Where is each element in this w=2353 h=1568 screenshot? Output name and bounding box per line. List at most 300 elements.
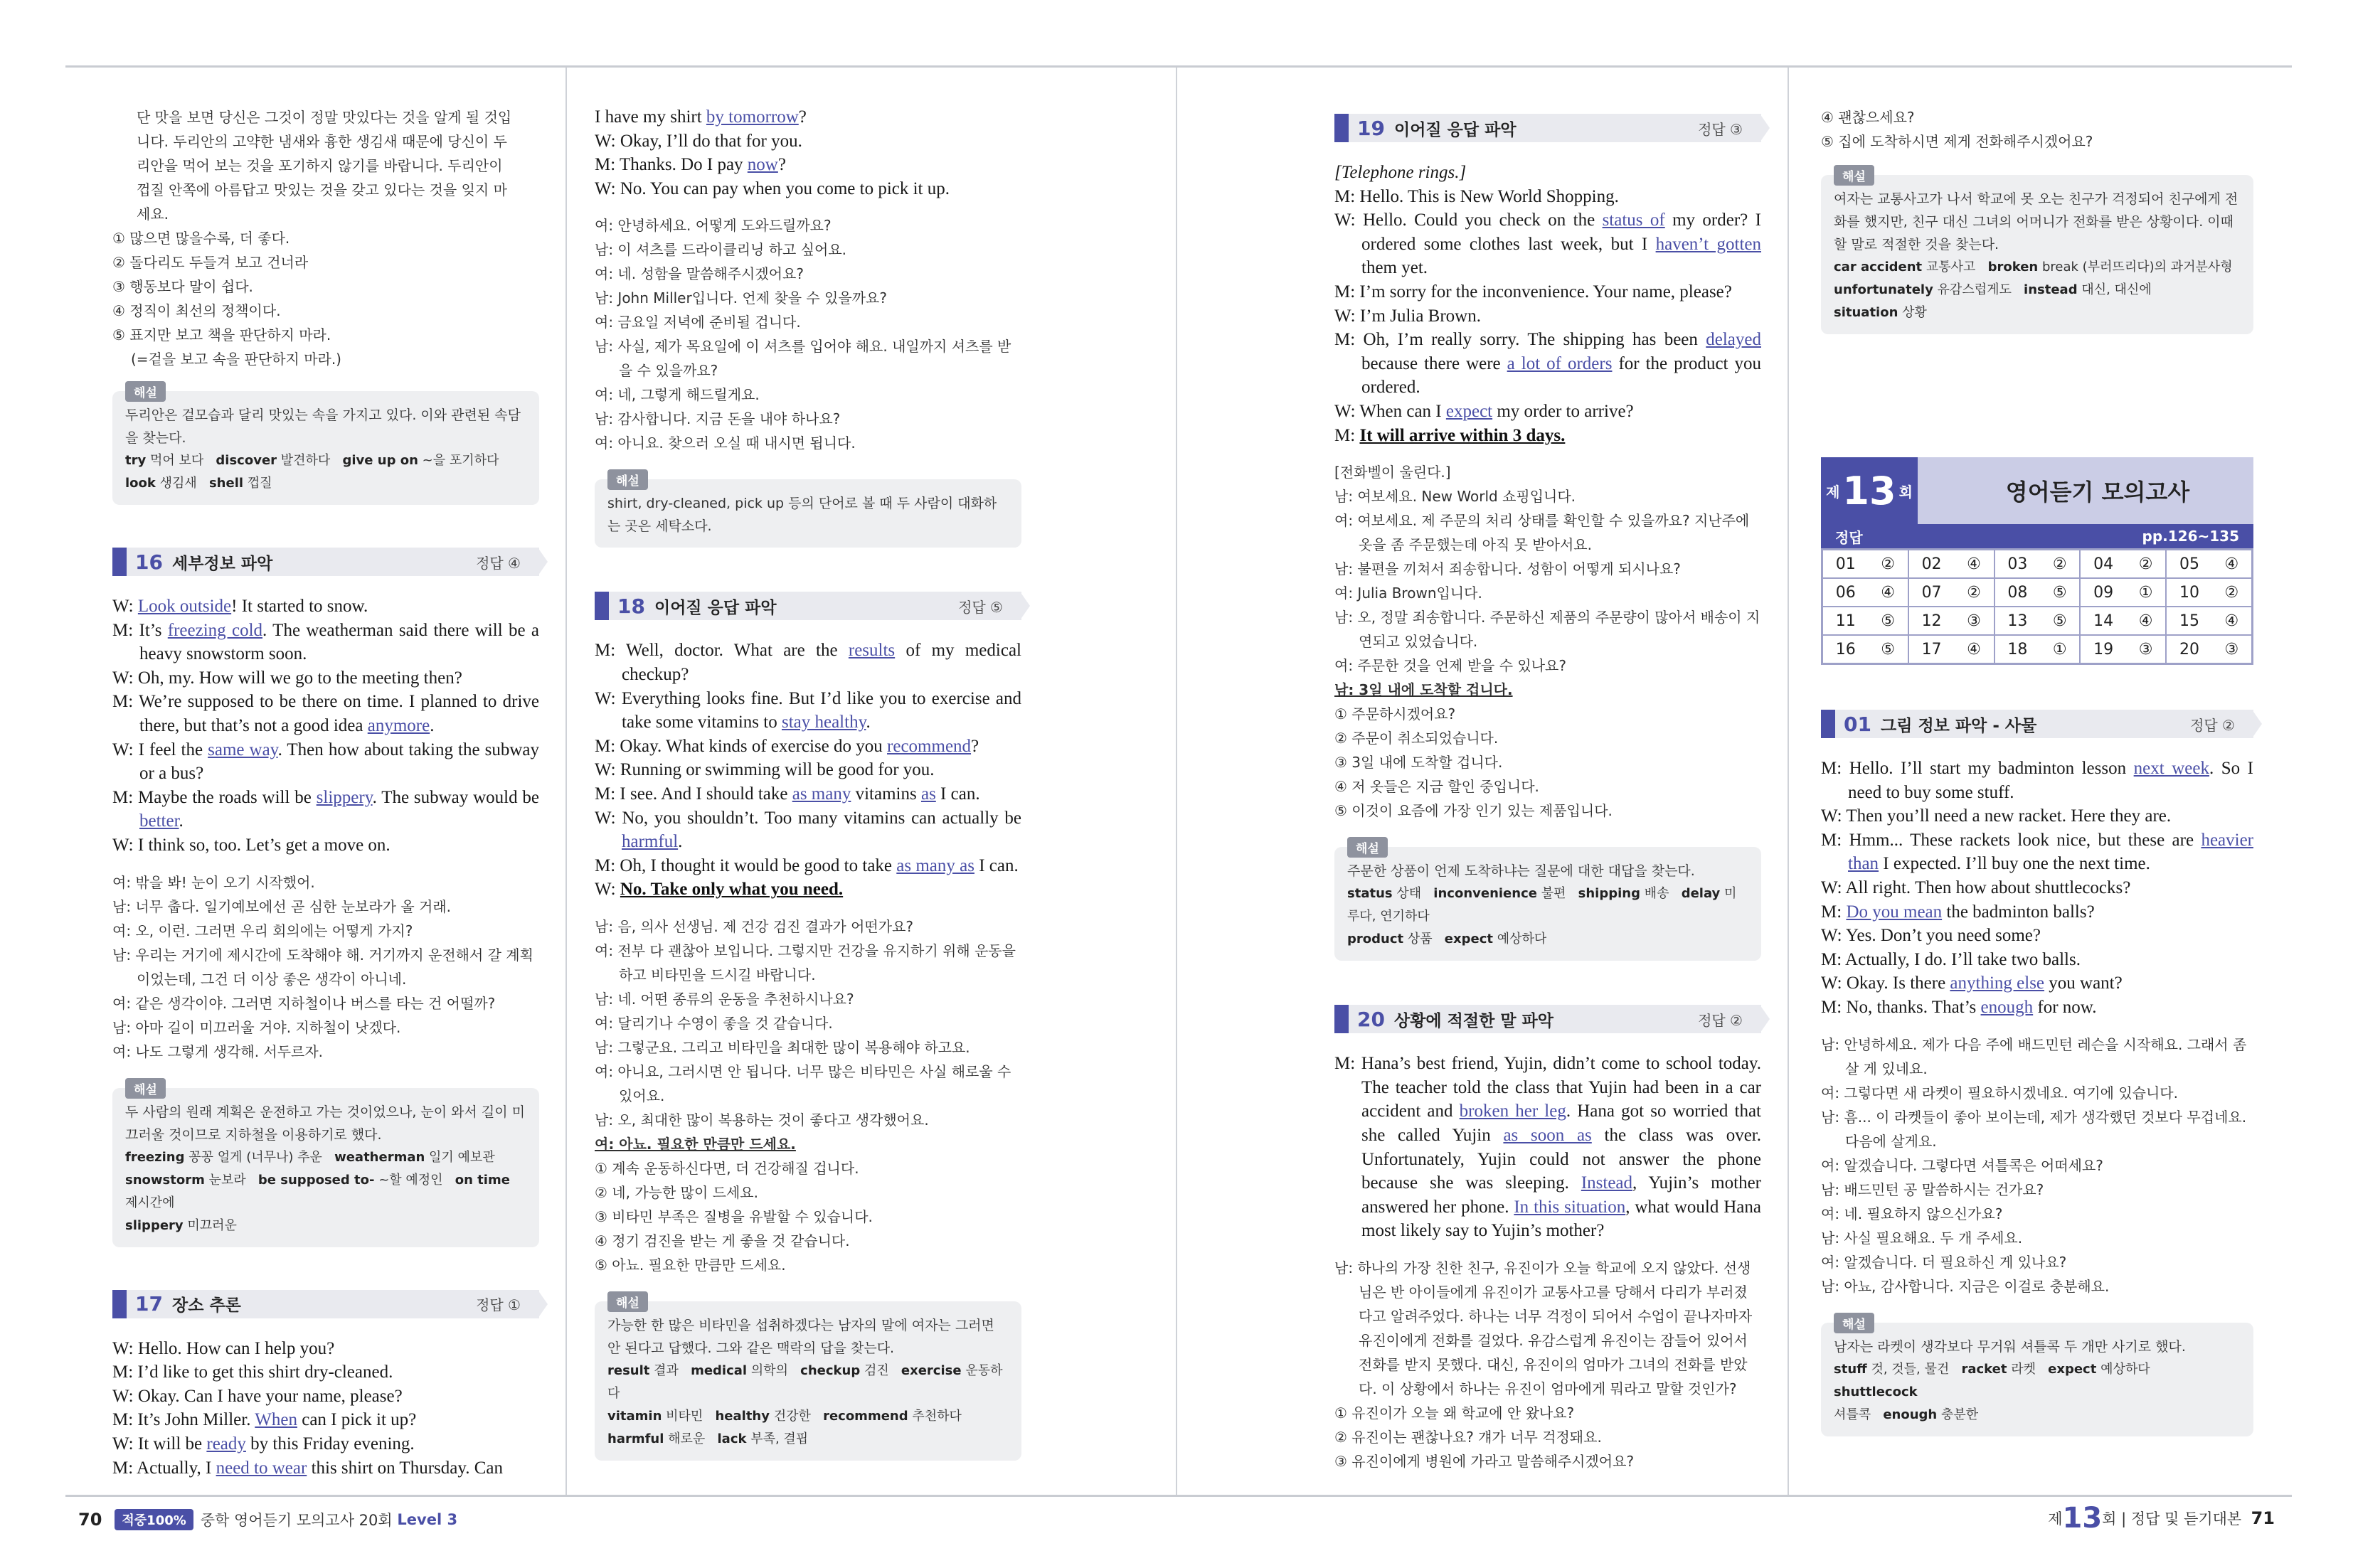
answer-key-header	[1821, 457, 2253, 524]
option: ④ 괜찮으세요?	[1821, 109, 1915, 126]
q19-script: [Telephone rings.] M: Hello. This is New World Shopping. W: Hello. Could you check on the status of my order? I ordered some clothes last week, but I haven’t gotten them yet. M: I’m sorry for the inconvenience. Your name, please? W: I’m Julia Brown. M: Oh, I’m really sorry. The shipping has been delayed because there were a lot of orders for the product you ordered. W: When can I expect my order to arrive? M: It will arrive within 3 days.	[1334, 163, 1762, 445]
vocab-meaning: 눈보라	[208, 1172, 246, 1188]
answer-label: 정답 ⑤	[958, 598, 1003, 616]
vocab-meaning: 건강한	[773, 1408, 811, 1424]
vocab-word: healthy	[715, 1408, 770, 1424]
answer-number: 05	[2179, 555, 2199, 573]
page-number: 71	[2251, 1508, 2275, 1528]
vocab-meaning: 미끄러운	[187, 1217, 237, 1233]
kor-line: 남: 네. 어떤 종류의 운동을 추천하시나요?	[595, 990, 854, 1008]
answer-cell	[1908, 578, 1995, 607]
round-number: 13	[1842, 468, 1896, 513]
explanation-box	[112, 386, 539, 505]
vocab-list	[607, 1360, 1009, 1451]
vocab-meaning: 의학의	[750, 1362, 788, 1378]
vocab-meaning: 예상하다	[2100, 1361, 2150, 1377]
vocab-meaning: 상태	[1396, 886, 1422, 902]
section-header-20	[1334, 1005, 1761, 1033]
answer-number: 06	[1835, 583, 1856, 602]
question-title: 그림 정보 파악 - 사물	[1881, 716, 2037, 735]
explanation-box	[1334, 842, 1761, 961]
section-title: 회 | 정답 및 듣기대본	[2102, 1510, 2242, 1527]
kor-line: 여: 그렇다면 새 라켓이 필요하시겠네요. 여기에 있습니다.	[1821, 1084, 2178, 1102]
q17-translation	[595, 213, 1021, 455]
kor-line: 남: 그렇군요. 그리고 비타민을 최대한 많이 복용해야 하고요.	[595, 1038, 970, 1056]
question-number: 19	[1357, 116, 1385, 140]
text-line: 리안을 먹어 보는 것을 포기하지 않기를 바랍니다. 두리안이	[137, 157, 503, 174]
kor-line: 남: 배드민턴 공 말씀하시는 건가요?	[1821, 1180, 2044, 1198]
header-arrow	[1760, 114, 1770, 142]
answer-number: 07	[1921, 583, 1942, 602]
kor-line: 여: 전부 다 괜찮아 보입니다. 그렇지만 건강을 유지하기 위해 운동을 하고 비타민을 드시길 바랍니다.	[595, 942, 1016, 983]
vocab-word: result	[607, 1362, 650, 1378]
answer-choice: ①	[2138, 583, 2153, 602]
answer-number: 09	[2093, 583, 2114, 602]
kor-line: 여: 달리기나 수영이 좋을 것 같습니다.	[595, 1014, 833, 1032]
answer-key-label: 정답	[1835, 528, 1863, 546]
answer-label: 정답 ①	[476, 1296, 521, 1314]
answer-choice: ⑤	[2052, 612, 2067, 630]
kor-line: 여: 알겠습니다. 더 필요하신 게 있나요?	[1821, 1253, 2067, 1271]
vocab-word: stuff	[1834, 1361, 1867, 1377]
footer-left	[78, 1509, 457, 1530]
vocab-meaning: 예상하다	[1497, 932, 1547, 947]
answer-number: 19	[2093, 640, 2114, 658]
round-badge	[1821, 457, 1918, 524]
level-label: Level 3	[397, 1511, 458, 1528]
header-arrow	[538, 1290, 548, 1318]
vocab-meaning: 추천하다	[912, 1408, 962, 1424]
vocab-meaning: 검진	[864, 1362, 889, 1378]
vocab-word: try	[125, 453, 147, 468]
answer-cell	[1995, 607, 2081, 635]
answer-choice: ⑤	[1881, 612, 1896, 630]
kor-answer-line: 남: 3일 내에 도착할 겁니다.	[1334, 681, 1513, 699]
explanation-tag: 해설	[125, 1078, 166, 1099]
option: ④ 정직이 최선의 정책이다.	[112, 302, 281, 319]
vocab-list	[1834, 1358, 2241, 1426]
page-range: pp.126~135	[2142, 528, 2239, 545]
answer-number: 03	[2007, 555, 2028, 573]
vocab-word: recommend	[823, 1408, 908, 1424]
kor-line: 남: 아뇨, 감사합니다. 지금은 이걸로 충분해요.	[1821, 1277, 2110, 1295]
answer-number: 10	[2179, 583, 2199, 602]
vocab-meaning: 것, 것들, 물건	[1871, 1361, 1950, 1377]
column-2	[595, 105, 1021, 1461]
kor-line: 남: 감사합니다. 지금 돈을 내야 하나요?	[595, 410, 841, 428]
header-arrow	[1020, 592, 1030, 620]
kor-line: 여: 밖을 봐! 눈이 오기 시작했어.	[112, 873, 315, 891]
q20-translation	[1334, 1256, 1761, 1473]
vocab-meaning: 운동하다	[607, 1362, 1003, 1401]
kor-line: 남: 오, 최대한 많이 복용하는 것이 좋다고 생각했어요.	[595, 1111, 929, 1129]
question-title: 세부정보 파악	[172, 554, 273, 573]
vocab-meaning: ~을 포기하다	[422, 453, 499, 468]
section-header-17	[112, 1290, 539, 1318]
explanation-box	[1821, 1317, 2253, 1436]
kor-line: 여: 오, 이런. 그러면 우리 회의에는 어떻게 가지?	[112, 922, 413, 939]
kor-line: 남: 음, 의사 선생님. 제 건강 검진 결과가 어떤가요?	[595, 917, 914, 935]
answer-number: 13	[2007, 612, 2028, 630]
answer-cell	[1908, 607, 1995, 635]
kor-line: 여: 네. 성함을 말씀해주시겠어요?	[595, 265, 804, 283]
vocab-meaning: 상황	[1902, 305, 1927, 320]
vocab-word: broken	[1987, 260, 2039, 274]
answer-key-box	[1821, 457, 2253, 665]
question-number: 17	[135, 1292, 163, 1316]
answer-number: 01	[1835, 555, 1856, 573]
kor-line: 여: 안녕하세요. 어떻게 도와드릴까요?	[595, 217, 832, 235]
kor-line: 남: 사실, 제가 목요일에 이 셔츠를 입어야 해요. 내일까지 셔츠를 받을 수 있을까요?	[595, 338, 1011, 380]
answer-choice: ④	[2224, 612, 2239, 630]
answer-label: 정답 ④	[476, 554, 521, 572]
question-title: 이어질 응답 파악	[1394, 120, 1517, 139]
vocab-list	[125, 449, 526, 495]
kor-line: 여: 금요일 저녁에 준비될 겁니다.	[595, 314, 801, 331]
answer-cell	[2166, 578, 2252, 607]
vocab-word: vitamin	[607, 1408, 662, 1424]
kor-line: 여: 여보세요. 제 주문의 처리 상태를 확인할 수 있을까요? 지난주에 옷을 좀 주문했는데 아직 못 받아서요.	[1334, 512, 1750, 554]
vocab-meaning: 유감스럽게도	[1937, 282, 2012, 297]
kor-line: 남: 아마 길이 미끄러울 거야. 지하철이 낫겠다.	[112, 1018, 401, 1036]
option: ② 네, 가능한 많이 드세요.	[595, 1183, 758, 1201]
vocab-word: expect	[2048, 1361, 2097, 1377]
q19-translation	[1334, 460, 1761, 823]
option: ① 많으면 많을수록, 더 좋다.	[112, 230, 290, 247]
vocab-word: slippery	[125, 1217, 184, 1233]
answer-choice: ①	[2052, 640, 2067, 658]
kor-line: 남: 우리는 거기에 제시간에 도착해야 해. 거기까지 운전해서 갈 계획이었는데, 그건 더 이상 좋은 생각이 아니네.	[112, 946, 533, 988]
option: ① 계속 운동하신다면, 더 건강해질 겁니다.	[595, 1159, 859, 1177]
answer-choice: ②	[2138, 555, 2153, 573]
vocab-list	[1834, 256, 2241, 324]
vocab-meaning: 제시간에	[125, 1195, 175, 1210]
text-line: 세요.	[137, 206, 169, 223]
answer-cell	[1995, 578, 2081, 607]
section-header-19	[1334, 114, 1761, 142]
answer-choice: ④	[2138, 612, 2153, 630]
column-1	[112, 105, 539, 1480]
header-bar	[1821, 710, 1835, 738]
vocab-word: inconvenience	[1433, 886, 1537, 902]
answer-choice: ④	[1881, 583, 1896, 602]
round-number: 13	[2062, 1502, 2103, 1535]
header-arrow	[538, 548, 548, 576]
answer-number: 12	[1921, 612, 1942, 630]
question-title: 이어질 응답 파악	[654, 598, 777, 617]
explanation-text: 두리안은 겉모습과 달리 맛있는 속을 가지고 있다. 이와 관련된 속담을 찾는다.	[125, 407, 521, 446]
explanation-tag: 해설	[1834, 1313, 1874, 1333]
vocab-meaning: 충분한	[1940, 1407, 1979, 1422]
option: ⑤ 아뇨. 필요한 만큼만 드세요.	[595, 1256, 786, 1274]
vocab-meaning: 생김새	[159, 476, 197, 491]
explanation-tag: 해설	[125, 381, 166, 402]
option: ② 주문이 취소되었습니다.	[1334, 730, 1499, 747]
kor-line: 남: 불편을 끼쳐서 죄송합니다. 성함이 어떻게 되시나요?	[1334, 560, 1681, 578]
kor-line: [전화벨이 울린다.]	[1334, 464, 1451, 481]
answer-number: 16	[1835, 640, 1856, 658]
header-bar	[112, 1290, 127, 1318]
option: ③ 유진이에게 병원에 가라고 말씀해주시겠어요?	[1334, 1452, 1635, 1470]
answer-cell	[2080, 607, 2166, 635]
explanation-tag: 해설	[1834, 165, 1874, 186]
kor-line: 남: 안녕하세요. 제가 다음 주에 배드민턴 레슨을 시작해요. 그래서 좀 살 게 있네요.	[1821, 1035, 2247, 1077]
vocab-word: situation	[1834, 305, 1898, 320]
option: ③ 행동보다 말이 쉽다.	[112, 278, 253, 295]
vocab-word: freezing	[125, 1149, 185, 1165]
answer-cell	[1995, 635, 2081, 663]
kor-line: 남: 하나의 가장 친한 친구, 유진이가 오늘 학교에 오지 않았다. 선생님은 반 아이들에게 유진이가 교통사고를 당해서 다리가 부러졌다고 알려주었다. 하나는 너무 걱정이 되어서 수업이 끝나자마자 유진이에게 전화를 걸었다. 유감스럽게 유진이는 잠들어 있어서 전화를 받지 못했다. 대신, 유진이의 엄마가 그녀의 전화를 받았다. 이 상황에서 하나는 유진이 엄마에게 뭐라고 말할 것인가?	[1334, 1259, 1753, 1397]
option: ② 유진이는 괜찮나요? 걔가 너무 걱정돼요.	[1334, 1428, 1602, 1446]
vocab-meaning: 불편	[1541, 886, 1566, 902]
page-gutter	[1176, 68, 1177, 1495]
option: ③ 3일 내에 도착할 겁니다.	[1334, 754, 1503, 772]
kor-line: 여: 아니요. 찾으러 오실 때 내시면 됩니다.	[595, 434, 856, 452]
header-bar	[112, 548, 127, 576]
text-line: 단 맛을 보면 당신은 그것이 정말 맛있다는 것을 알게 될 것입	[137, 109, 512, 126]
answer-choice: ②	[2224, 583, 2239, 602]
vocab-word: delay	[1681, 886, 1721, 902]
vocab-meaning: 결과	[654, 1362, 679, 1378]
vocab-meaning: 상품	[1407, 932, 1433, 947]
option: ④ 저 옷들은 지금 할인 중입니다.	[1334, 778, 1539, 796]
option: ④ 정기 검진을 받는 게 좋을 것 같습니다.	[595, 1232, 850, 1249]
option: ① 유진이가 오늘 왜 학교에 안 왔나요?	[1334, 1404, 1575, 1422]
answer-choice: ③	[1967, 612, 1981, 630]
q20-script: M: Hana’s best friend, Yujin, didn’t come to school today. The teacher told the class that Yujin had been in a car accident and broken her leg. Hana got so worried that she called Yujin as soon as the class was over. Unfortunately, Yujin could not answer the phone because she was sleeping. Instead, Yujin’s mother answered her phone. In this situation, what would Hana most likely say to Yujin’s mother?	[1334, 1054, 1762, 1241]
vocab-word: look	[125, 476, 156, 491]
answer-number: 15	[2179, 612, 2199, 630]
q16-translation	[112, 870, 539, 1064]
explanation-text: 가능한 한 많은 비타민을 섭취하겠다는 남자의 말에 여자는 그러면 안 된다고 답했다. 그와 같은 맥락의 답을 찾는다.	[607, 1317, 994, 1356]
vocab-meaning: 발견하다	[280, 453, 331, 468]
question-number: 20	[1357, 1007, 1385, 1031]
vocab-word: exercise	[901, 1362, 962, 1378]
vocab-word: give up on	[342, 453, 418, 468]
answer-number: 08	[2007, 583, 2028, 602]
page-number: 70	[78, 1510, 102, 1530]
vocab-word: racket	[1961, 1361, 2007, 1377]
answer-number: 17	[1921, 640, 1942, 658]
answer-cell	[2080, 578, 2166, 607]
header-bar	[1334, 114, 1349, 142]
footer-right	[2048, 1502, 2275, 1535]
vocab-word: on time	[455, 1172, 510, 1188]
kor-line: 남: 여보세요. New World 쇼핑입니다.	[1334, 488, 1576, 506]
vocab-list	[125, 1146, 526, 1237]
answer-choice: ②	[1967, 583, 1981, 602]
vocab-meaning: break (부러뜨리다)의 과거분사형	[2041, 260, 2233, 274]
explanation-text: 남자는 라켓이 생각보다 무거워 셔틀콕 두 개만 사기로 했다.	[1834, 1338, 2186, 1355]
answer-cell	[1908, 635, 1995, 663]
question-number: 01	[1844, 712, 1871, 736]
kor-line: 여: 네. 필요하지 않으신가요?	[1821, 1205, 2003, 1222]
answer-cell	[2166, 635, 2252, 663]
vocab-meaning: 먹어 보다	[149, 453, 204, 468]
answer-number: 11	[1835, 612, 1856, 630]
answer-cell	[1822, 578, 1908, 607]
answer-label: 정답 ②	[2190, 716, 2235, 734]
vocab-word: harmful	[607, 1431, 664, 1446]
answer-choice: ④	[1967, 640, 1981, 658]
question-number: 18	[617, 594, 645, 618]
column-divider	[1788, 68, 1789, 1495]
kor-line: 남: 오, 정말 죄송합니다. 주문하신 제품의 주문량이 많아서 배송이 지연되고 있었습니다.	[1334, 609, 1760, 651]
kor-line: 여: 주문한 것을 언제 받을 수 있나요?	[1334, 657, 1566, 675]
vocab-word: product	[1347, 932, 1404, 947]
vocab-word: medical	[691, 1362, 748, 1378]
vocab-meaning: 일기 예보관	[429, 1149, 495, 1165]
book-title: 중학 영어듣기 모의고사 20회	[200, 1512, 393, 1529]
vocab-meaning: 라켓	[2011, 1361, 2036, 1377]
answer-choice: ④	[1967, 555, 1981, 573]
explanation-box	[595, 474, 1021, 548]
explanation-box	[1821, 170, 2253, 334]
section-header-16	[112, 548, 539, 576]
vocab-word: weatherman	[334, 1149, 425, 1165]
answer-label: 정답 ③	[1698, 120, 1743, 138]
round-prefix: 제	[2048, 1510, 2063, 1527]
explanation-box	[595, 1296, 1021, 1461]
answer-key-bar	[1821, 524, 2253, 548]
option: (=겉을 보고 속을 판단하지 마라.)	[131, 351, 341, 368]
header-bar	[595, 592, 609, 620]
q20-options-continued	[1821, 105, 2253, 154]
explanation-text: shirt, dry-cleaned, pick up 등의 단어로 볼 때 두 사람이 대화하는 곳은 세탁소다.	[607, 496, 997, 535]
round-suffix: 회	[1898, 483, 1913, 501]
vocab-word: snowstorm	[125, 1172, 205, 1188]
header-bar	[1334, 1005, 1349, 1033]
kor-line: 여: 나도 그렇게 생각해. 서두르자.	[112, 1042, 324, 1060]
kor-line: 여: 같은 생각이야. 그러면 지하철이나 버스를 타는 건 어떨까?	[112, 994, 496, 1012]
answer-cell	[2166, 550, 2252, 578]
vocab-word: lack	[717, 1431, 747, 1446]
vocab-meaning: 대신, 대신에	[2081, 282, 2152, 297]
vocab-word: unfortunately	[1834, 282, 1933, 297]
kor-line: 남: 이 셔츠를 드라이클리닝 하고 싶어요.	[595, 241, 847, 259]
answer-number: 14	[2093, 612, 2114, 630]
q15-kor-continued	[112, 105, 539, 226]
q15-options	[112, 226, 539, 371]
option: ⑤ 표지만 보고 책을 판단하지 마라.	[112, 326, 331, 343]
option: ① 주문하시겠어요?	[1334, 705, 1456, 723]
vocab-meaning: 해로운	[668, 1431, 706, 1446]
explanation-tag: 해설	[607, 469, 648, 490]
kor-line: 남: 흠... 이 라켓들이 좋아 보이는데, 제가 생각했던 것보다 무겁네요. 다음에 살게요.	[1821, 1108, 2247, 1150]
top-rule	[65, 65, 2292, 68]
explanation-tag: 해설	[1347, 837, 1388, 858]
kor-line: 남: 사실 필요해요. 두 개 주세요.	[1821, 1229, 2023, 1247]
question-title: 상황에 적절한 말 파악	[1394, 1011, 1553, 1030]
answer-choice: ⑤	[2052, 583, 2067, 602]
column-4-lower	[1821, 710, 2253, 1436]
answer-choice: ②	[1881, 555, 1896, 573]
option: ⑤ 이것이 요즘에 가장 인기 있는 제품입니다.	[1334, 802, 1613, 820]
answer-choice: ②	[2052, 555, 2067, 573]
kor-answer-line: 여: 아뇨. 필요한 만큼만 드세요.	[595, 1135, 796, 1153]
question-title: 장소 추론	[172, 1296, 241, 1316]
bottom-rule	[65, 1495, 2292, 1497]
q17-script-continued: I have my shirt by tomorrow? W: Okay, I’ll do that for you. M: Thanks. Do I pay now? W: No. You can pay when you come to pick it up.	[595, 107, 950, 198]
answer-label: 정답 ②	[1698, 1011, 1743, 1029]
explanation-text: 주문한 상품이 언제 도착하냐는 질문에 대한 대답을 찾는다.	[1347, 863, 1695, 880]
vocab-meaning: 미루다, 연기하다	[1347, 886, 1737, 924]
vocab-word: discover	[216, 453, 277, 468]
vocab-word: shell	[208, 476, 244, 491]
q18-translation	[595, 914, 1021, 1277]
section-header-18	[595, 592, 1021, 620]
series-badge: 적중100%	[115, 1509, 193, 1530]
explanation-box	[112, 1082, 539, 1247]
kor-line: 남: 너무 춥다. 일기예보에선 곧 심한 눈보라가 올 거래.	[112, 897, 452, 915]
answer-cell	[1822, 550, 1908, 578]
vocab-meaning: ~할 예정인	[378, 1172, 443, 1188]
vocab-word: checkup	[800, 1362, 861, 1378]
kor-line: 여: Julia Brown입니다.	[1334, 585, 1482, 602]
round-prefix: 제	[1826, 483, 1840, 501]
q01-script: M: Hello. I’ll start my badminton lesson next week. So I need to buy some stuff. W: Then you’ll need a new racket. Here they are. M: Hmm... These rackets look nice, but these are heavier than I expected. I’ll buy one the next time. W: All right. Then how about shuttlecocks? M: Do you mean the badminton balls? W: Yes. Don’t you need some? M: Actually, I do. I’ll take two balls. W: Okay. Is there anything else you want? M: No, thanks. That’s enough for now.	[1821, 759, 2254, 1017]
answer-choice: ③	[2224, 640, 2239, 658]
vocab-meaning: 배송	[1644, 886, 1669, 902]
kor-line: 남: John Miller입니다. 언제 찾을 수 있을까요?	[595, 289, 887, 307]
answer-number: 18	[2007, 640, 2028, 658]
section-header-01	[1821, 710, 2253, 738]
vocab-word: shuttlecock	[1834, 1384, 1918, 1399]
vocab-meaning: 교통사고	[1926, 260, 1976, 274]
column-divider	[565, 68, 567, 1495]
explanation-text: 여자는 교통사고가 나서 학교에 못 오는 친구가 걱정되어 친구에게 전화를 했지만, 친구 대신 그녀의 어머니가 전화를 받은 상황이다. 이때 할 말로 적절한 것을 찾는다.	[1834, 191, 2238, 252]
answer-number: 04	[2093, 555, 2114, 573]
vocab-list	[1347, 882, 1748, 951]
text-line: 껍질 안쪽에 아름답고 맛있는 것을 갖고 있다는 것을 잊지 마	[137, 181, 507, 198]
answer-grid	[1821, 548, 2253, 665]
question-number: 16	[135, 550, 163, 574]
q18-script: M: Well, doctor. What are the results of my medical checkup? W: Everything looks fine. But I’d like you to exercise and take some vitamins to stay healthy. M: Okay. What kinds of exercise do you recommend? W: Running or swimming will be good for you. M: I see. And I should take as many vitamins as I can. W: No, you shouldn’t. Too many vitamins can actually be harmful. M: Oh, I thought it would be good to take as many as I can. W: No. Take only what you need.	[595, 641, 1021, 900]
explanation-text: 두 사람의 원래 계획은 운전하고 가는 것이었으나, 눈이 와서 길이 미끄러울 것이므로 지하철을 이용하기로 했다.	[125, 1104, 525, 1143]
vocab-word: shipping	[1578, 886, 1640, 902]
option: ③ 비타민 부족은 질병을 유발할 수 있습니다.	[595, 1207, 873, 1225]
answer-number: 02	[1921, 555, 1942, 573]
answer-choice: ③	[2138, 640, 2153, 658]
column-4	[1821, 105, 2253, 334]
header-arrow	[1760, 1005, 1770, 1033]
explanation-tag: 해설	[607, 1291, 648, 1312]
vocab-word: expect	[1444, 932, 1493, 947]
vocab-meaning: 껍질	[247, 476, 272, 491]
option: ⑤ 집에 도착하시면 제게 전화해주시겠어요?	[1821, 133, 2093, 150]
answer-cell	[2080, 635, 2166, 663]
q01-translation	[1821, 1033, 2253, 1298]
option: ② 돌다리도 두들겨 보고 건너라	[112, 254, 309, 271]
vocab-word: instead	[2024, 282, 2078, 297]
kor-line: 여: 아니요, 그러시면 안 됩니다. 너무 많은 비타민은 사실 해로울 수 있어요.	[595, 1062, 1011, 1104]
header-arrow	[2252, 710, 2262, 738]
answer-cell	[1995, 550, 2081, 578]
vocab-word: status	[1347, 886, 1393, 902]
vocab-meaning: 셔틀콕	[1834, 1407, 1871, 1422]
answer-cell	[1822, 635, 1908, 663]
answer-cell	[1822, 607, 1908, 635]
answer-cell	[1908, 550, 1995, 578]
vocab-meaning: 꽁꽁 얼게 (너무나) 추운	[188, 1149, 322, 1165]
answer-number: 20	[2179, 640, 2199, 658]
vocab-word: be supposed to-	[257, 1172, 375, 1188]
text-line: 니다. 두리안의 고약한 냄새와 흉한 생김새 때문에 당신이 두	[137, 133, 507, 150]
vocab-word: enough	[1883, 1407, 1938, 1422]
vocab-meaning: 비타민	[666, 1408, 703, 1424]
vocab-meaning: 부족, 결핍	[750, 1431, 809, 1446]
column-3	[1334, 114, 1761, 1473]
